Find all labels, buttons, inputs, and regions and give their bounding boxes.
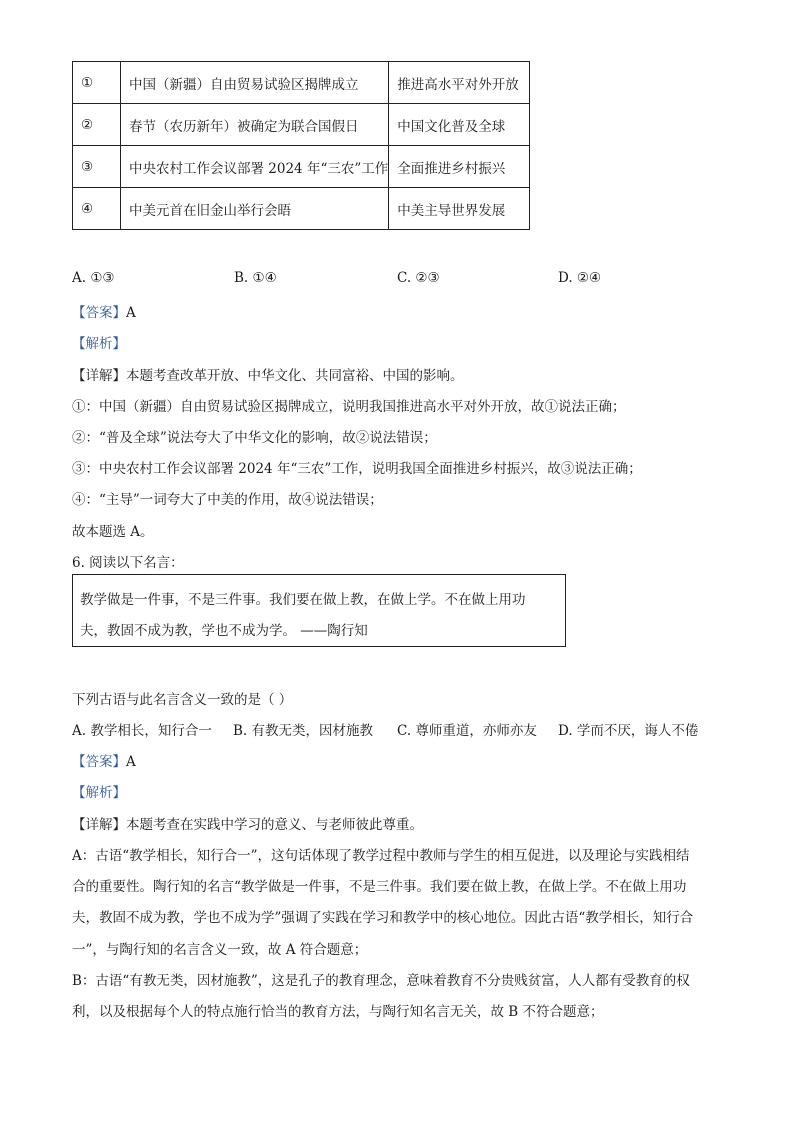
paragraph-b-line: B：古语“有教无类，因材施教”，这是孔子的教育理念，意味着教育不分贵贱贫富，人人都有受教育的权 bbox=[72, 973, 690, 989]
answer-tag: 【答案】 bbox=[72, 305, 126, 321]
paragraph-a-line: 合的重要性。陶行知的名言“教学做是一件事，不是三件事。我们要在做上教，在做上学。不在做上用功 bbox=[72, 879, 687, 895]
analysis-tag: 【解析】 bbox=[72, 336, 126, 352]
meaning-cell: 推进高水平对外开放 bbox=[389, 62, 530, 104]
option-b: B. 有教无类，因材施教 bbox=[233, 723, 374, 739]
meaning-cell: 中美主导世界发展 bbox=[389, 188, 530, 230]
option-a: A. 教学相长，知行合一 bbox=[72, 723, 212, 739]
event-cell: 中美元首在旧金山举行会晤 bbox=[121, 188, 389, 230]
row-number: ① bbox=[73, 62, 121, 104]
paragraph-a-line: A：古语“教学相长，知行合一”，这句话体现了教学过程中教师与学生的相互促进，以及理论与实践相结 bbox=[72, 848, 690, 864]
question-6-stem: 6. 阅读以下名言： bbox=[72, 555, 184, 571]
quote-line-1: 教学做是一件事，不是三件事。我们要在做上教，在做上学。不在做上用功 bbox=[80, 592, 526, 608]
table-row bbox=[73, 146, 530, 188]
meaning-cell: 全面推进乡村振兴 bbox=[389, 146, 530, 188]
option-c: C. 尊师重道，亦师亦友 bbox=[397, 723, 537, 739]
answer-line bbox=[72, 301, 136, 321]
option-c: C. ②③ bbox=[397, 270, 440, 286]
row-number: ② bbox=[73, 104, 121, 146]
quote-box bbox=[72, 574, 566, 647]
analysis-tag: 【解析】 bbox=[72, 785, 126, 801]
table-row bbox=[73, 188, 530, 230]
answer-value: A bbox=[126, 305, 136, 321]
table-row bbox=[73, 104, 530, 146]
conclusion: 故本题选 A。 bbox=[72, 524, 154, 540]
answer-line bbox=[72, 750, 136, 770]
quote-line-2: 夫，教固不成为教，学也不成为学。 ——陶行知 bbox=[80, 623, 368, 639]
explanation-1: ①：中国（新疆）自由贸易试验区揭牌成立，说明我国推进高水平对外开放，故①说法正确； bbox=[72, 399, 626, 415]
explanation-3: ③：中央农村工作会议部署 2024 年“三农”工作，说明我国全面推进乡村振兴，故③说法正确； bbox=[72, 461, 642, 477]
option-b: B. ①④ bbox=[234, 270, 277, 286]
option-d: D. ②④ bbox=[558, 270, 602, 286]
event-cell: 中央农村工作会议部署 2024 年“三农”工作 bbox=[121, 146, 389, 188]
detail-line bbox=[72, 364, 464, 384]
detail-text: 本题考查在实践中学习的意义、与老师彼此尊重。 bbox=[126, 817, 423, 833]
option-d: D. 学而不厌，诲人不倦 bbox=[558, 723, 699, 739]
row-number: ③ bbox=[73, 146, 121, 188]
event-cell: 春节（农历新年）被确定为联合国假日 bbox=[121, 104, 389, 146]
meaning-cell: 中国文化普及全球 bbox=[389, 104, 530, 146]
question-6-prompt: 下列古语与此名言含义一致的是（ ） bbox=[72, 692, 293, 708]
table-row bbox=[73, 62, 530, 104]
option-a: A. ①③ bbox=[72, 270, 115, 286]
detail-text: 本题考查改革开放、中华文化、共同富裕、中国的影响。 bbox=[126, 368, 464, 384]
row-number: ④ bbox=[73, 188, 121, 230]
detail-tag: 【详解】 bbox=[72, 817, 126, 833]
explanation-4: ④：“主导”一词夸大了中美的作用，故④说法错误； bbox=[72, 492, 383, 508]
paragraph-a-line: 一”，与陶行知的名言含义一致，故 A 符合题意； bbox=[72, 942, 368, 958]
explanation-2: ②：“普及全球”说法夸大了中华文化的影响，故②说法错误； bbox=[72, 430, 437, 446]
detail-tag: 【详解】 bbox=[72, 368, 126, 384]
answer-tag: 【答案】 bbox=[72, 754, 126, 770]
answer-value: A bbox=[126, 754, 136, 770]
event-cell: 中国（新疆）自由贸易试验区揭牌成立 bbox=[121, 62, 389, 104]
paragraph-b-line: 利，以及根据每个人的特点施行恰当的教育方法，与陶行知名言无关，故 B 不符合题意； bbox=[72, 1004, 604, 1020]
event-table bbox=[72, 61, 530, 230]
paragraph-a-line: 夫，教固不成为教，学也不成为学”强调了实践在学习和教学中的核心地位。因此古语“教学相长，知行合 bbox=[72, 910, 694, 926]
detail-line bbox=[72, 813, 423, 833]
